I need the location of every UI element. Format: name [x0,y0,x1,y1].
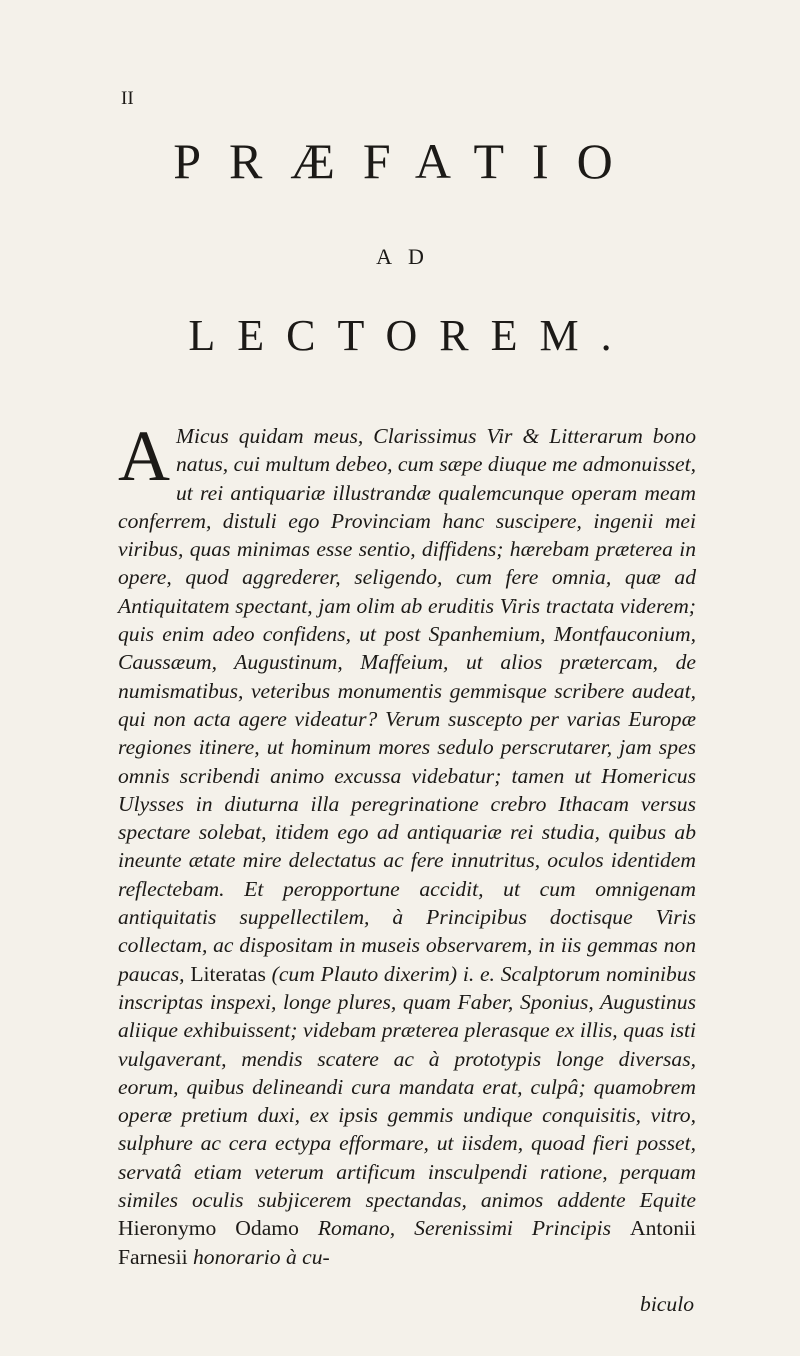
drop-cap: A [118,416,170,496]
preface-paragraph [118,416,697,1271]
body-text-roman-literatas: Literatas [190,961,266,986]
body-text [118,416,697,1271]
subtitle-ad: AD [376,244,440,269]
body-text-part-3: Romano, Serenissimi Principis [317,1216,612,1241]
page-number: II [121,88,134,109]
body-text-part-4: honorario à cu- [192,1244,330,1269]
body-text-part-1: Micus quidam meus, Clarissimus Vir & Litterarum bono natus, cui multum debeo, cum sæpe diuque me admonuisset, ut rei antiquariæ illustrandæ qualemcunque operam meam conferrem, distuli ego Provinciam hanc suscipere, ingenii mei viribus, quas minimas esse sentio, diffidens; hærebam præterea in opere, quod aggrederer, seligendo, cum fere omnia, quæ ad Antiquitatem spectant, jam olim ab eruditis Viris tractata viderem; quis enim adeo confidens, ut post Spanhemium, Montfauconium, Caussæum, Augustinum, Maffeium, ut alios prætercam, de numismatibus, veteribus monumentis gemmisque scribere audeat, qui non acta agere videatur? Verum suscepto per varias Europæ regiones itinere, ut hominum mores sedulo perscrutarer, jam spes omnis scribendi animo excussa videbatur; tamen ut Homericus Ulysses in diuturna illa peregrinatione crebro Ithacam versus spectare solebat, itidem ego ad antiquariæ rei studia, quibus ab ineunte ætate mire delectatus ac fere innutritus, oculos identidem reflectebam. Et peropportune accidit, ut cum omnigenam antiquitatis suppellectilem, à Principibus doctisque Viris collectam, ac dispositam in museis observarem, in iis gemmas non paucas, [118,424,696,986]
subtitle-lectorem: LECTOREM. [188,311,634,360]
catchword: biculo [640,1292,694,1316]
body-text-part-2: (cum Plauto dixerim) i. e. Scalptorum nominibus inscriptas inspexi, longe plures, quam Faber, Sponius, Augustinus aliique exhibuissent; videbam præterea plerasque ex illis, quas isti vulgaverant, mendis scatere ac à prototypis longe diversas, eorum, quibus delineandi cura mandata erat, culpâ; quamobrem operæ pretium duxi, ex ipsis gemmis undique conquisitis, vitro, sulphure ac cera ectypa efformare, ut iisdem, quoad fieri posset, servatâ etiam veterum artificum insculpendi ratione, perquam similes oculis subjicerem spectandas, animos addente Equite [118,961,697,1213]
body-text-roman-antonii: Antonii Farnesii [118,1216,696,1269]
page-title: PRÆFATIO [173,133,641,189]
body-text-roman-hieronymo: Hieronymo Odamo [118,1216,299,1241]
